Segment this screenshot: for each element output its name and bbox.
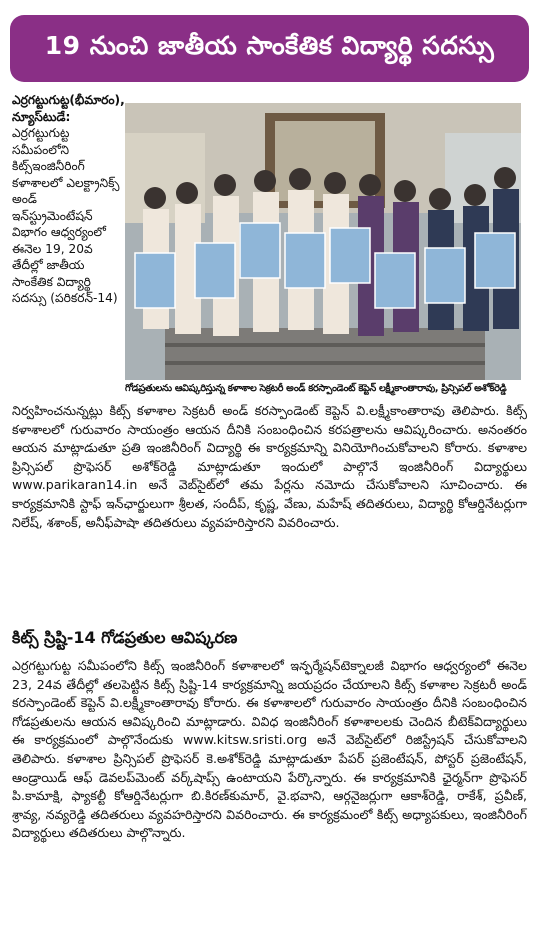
lead-column <box>12 92 125 307</box>
photo-caption: గోడప్రతులను ఆవిష్కరిస్తున్న కళాశాల సెక్రటరీ అండ్ కరస్పాండెంట్ కెప్టెన్ లక్ష్మీకాంతారావు, ప్రిన్సిపల్ అశోక్‌రెడ్డి <box>125 383 507 394</box>
article-paragraph-2: ఎర్రగట్టుగుట్ట సమీపంలోని కిట్స్ ఇంజినీరింగ్ కళాశాలలో ఇన్ఫర్మేషన్‌టెక్నాలజీ విభాగం ఆధ్వర్యంలో ఈనెల 23, 24వ తేదీల్లో తలపెట్టిన కిట్స్ స్రిష్టి-14 కార్యక్రమాన్ని జయప్రదం చేయాలని కిట్స్ కళాశాల సెక్రటరీ అండ్ కరస్పాండెంట్ కెప్టెన్ వి.లక్ష్మీకాంతారావు కోరారు. ఈ కళాశాలలో గురువారం సాయంత్రం దీనికి సంబంధించిన గోడప్రతులను ఆయన ఆవిష్కరించి మాట్లాడారు. వివిధ ఇంజినీరింగ్ కళాశాలలకు చెందిన బీటెక్‌విద్యార్థులు ఈ కార్యక్రమంలో పాల్గొనేందుకు www.kitsw.sristi.org అనే వెబ్‌సైట్‌లో రిజిస్ట్రేషన్ చేసుకోవాలని తెలిపారు. కళాశాల ప్రిన్సిపల్ ప్రొఫెసర్ కె.అశోక్‌రెడ్డి మాట్లాడుతూ పేపర్ ప్రజెంటేషన్, పోస్టర్ ప్రజెంటేషన్, ఆండ్రాయిడ్ ఆఫ్ డెవలప్‌మెంట్ వర్క్‌షాప్స్ ఉంటాయని పేర్కొన్నారు. ఈ కార్యక్రమానికి ఛైర్మన్‌గా ప్రొఫెసర్ పి.కామాక్షి, ఫ్యాకల్టీ కోఆర్డినేటర్లుగా బి.కిరణ్‌కుమార్, వై.భవాని, ఆర్గనైజర్లుగా ఆకాశ్‌రెడ్డి, రాకేశ్, ప్రవీణ్, శ్రావ్య, నవ్యరెడ్డి తదితరులు వ్యవహరిస్తారని వివరించారు. ఈ కార్యక్రమంలో కిట్స్ అధ్యాపకులు, ఇంజినీరింగ్ విద్యార్థులు తదితరులు పాల్గొన్నారు. <box>12 658 527 841</box>
headline: 19 నుంచి జాతీయ సాంకేతిక విద్యార్థి సదస్సు <box>44 30 495 60</box>
article-body-1 <box>12 402 527 532</box>
dateline: ఎర్రగట్టుగుట్ట(భీమారం), న్యూస్‌టుడే: <box>12 93 125 124</box>
lead-text: ఎర్రగట్టుగుట్ట సమీపంలోని కిట్స్‌ఇంజినీరింగ్ కళాశాలలో ఎలక్ట్రానిక్స్ అండ్ ఇన్‌స్ట్రుమెంటేషన్ విభాగం ఆధ్వర్యంలో ఈనెల 19, 20వ తేదీల్లో జాతీయ సాంకేతిక విద్యార్థి సదస్సు (పరికరన్-14) <box>12 126 120 305</box>
news-photo <box>125 103 521 380</box>
headline-banner <box>10 15 529 82</box>
news-photo-illustration <box>125 103 521 380</box>
article-body-2 <box>12 657 527 843</box>
article-paragraph-1: నిర్వహించనున్నట్లు కిట్స్ కళాశాల సెక్రటరీ అండ్ కరస్పాండెంట్ కెప్టెన్ వి.లక్ష్మీకాంతారావు తెలిపారు. కిట్స్ కళాశాలలో గురువారం సాయంత్రం ఆయన దీనికి సంబంధించిన కరపత్రాలను ఆవిష్కరించారు. అనంతరం ఆయన మాట్లాడుతూ ప్రతి ఇంజినీరింగ్ విద్యార్థి ఈ కార్యక్రమాన్ని వినియోగించుకోవాలని కోరారు. కళాశాల ప్రిన్సిపల్ ప్రొఫెసర్ అశోక్‌రెడ్డి మాట్లాడుతూ ఇందులో పాల్గొనే ఇంజినీరింగ్ విద్యార్థులు www.parikaran14.in అనే వెబ్‌సైట్‌లో తమ పేర్లను నమోదు చేసుకోవాలని సూచించారు. ఈ కార్యక్రమానికి స్టాఫ్ ఇన్‌ఛార్జులుగా శ్రీలత, సందీప్, కృష్ణ, వేణు, మహేష్ తదితరులు, విద్యార్థి కోఆర్డినేటర్లుగా నిలేష్, శశాంక్, అనీఫ్‌పాషా తదితరులు వ్యవహరిస్తారని వివరించారు. <box>12 403 527 530</box>
article-subheading: కిట్స్ స్రిష్టి-14 గోడప్రతుల ఆవిష్కరణ <box>12 628 238 647</box>
